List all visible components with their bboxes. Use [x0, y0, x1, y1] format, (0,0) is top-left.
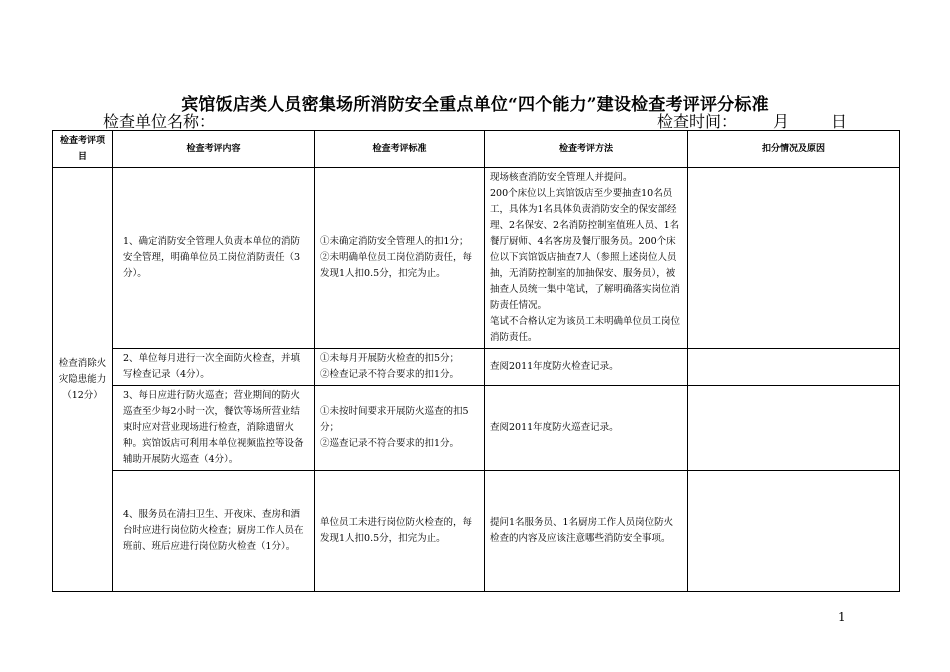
table-row: [53, 386, 900, 471]
content-cell: 2、单位每月进行一次全面防火检查，并填写检查记录（4分）。: [113, 349, 315, 386]
method-cell: 查阅2011年度防火检查记录。: [485, 349, 688, 386]
inspection-time: [657, 109, 847, 132]
document-title: 宾馆饭店类人员密集场所消防安全重点单位“四个能力”建设检查考评评分标准: [181, 95, 769, 115]
standard-cell: ①未每月开展防火检查的扣5分； ②检查记录不符合要求的扣1分。: [315, 349, 485, 386]
content-cell: 4、服务员在清扫卫生、开夜床、查房和酒台时应进行岗位防火检查；厨房工作人员在班前、班后应进行岗位防火检查（1分）。: [113, 471, 315, 592]
standard-cell: ①未按时间要求开展防火巡查的扣5分； ②巡查记录不符合要求的扣1分。: [315, 386, 485, 471]
inspection-time-label: 检查时间：: [657, 112, 738, 131]
method-cell: 查阅2011年度防火巡查记录。: [485, 386, 688, 471]
content-cell: 3、每日应进行防火巡查；营业期间的防火巡查至少每2小时一次，餐饮等场所营业结束时应对营业现场进行检查，消除遗留火种。宾馆饭店可利用本单位视频监控等设备辅助开展防火巡查（4分）。: [113, 386, 315, 471]
header-method: 检查考评方法: [485, 131, 688, 168]
header-item: 检查考评项目: [53, 131, 113, 168]
method-cell: 现场核查消防安全管理人并提问。 200个床位以上宾馆饭店至少要抽查10名员工，具体为1名具体负责消防安全的保安部经理、2名保安、2名消防控制室值班人员、1名餐厅厨师、4名客房及餐厅服务员。200个床位以下宾馆饭店抽查7人（参照上述岗位人员抽，无消防控制室的加抽保安、服务员），被抽查人员统一集中笔试，了解明确落实岗位消防责任情况。 笔试不合格认定为该员工未明确单位员工岗位消防责任。: [485, 168, 688, 349]
standard-cell: 单位员工未进行岗位防火检查的，每发现1人扣0.5分，扣完为止。: [315, 471, 485, 592]
header-standard: 检查考评标准: [315, 131, 485, 168]
category-cell: 检查消除火灾隐患能力（12分）: [53, 168, 113, 592]
page-number: 1: [838, 610, 846, 624]
deduction-cell: [688, 471, 900, 592]
deduction-cell: [688, 349, 900, 386]
table-row: [53, 349, 900, 386]
day-label: 日: [831, 112, 848, 131]
month-label: 月: [773, 112, 790, 131]
header-deduction: 扣分情况及原因: [688, 131, 900, 168]
standard-cell: ①未确定消防安全管理人的扣1分； ②未明确单位员工岗位消防责任，每发现1人扣0.5分，扣完为止。: [315, 168, 485, 349]
content-cell: 1、确定消防安全管理人负责本单位的消防安全管理，明确单位员工岗位消防责任（3分）。: [113, 168, 315, 349]
scoring-table: [52, 130, 900, 592]
method-cell: 提问1名服务员、1名厨房工作人员岗位防火检查的内容及应该注意哪些消防安全事项。: [485, 471, 688, 592]
table-row: [53, 168, 900, 349]
deduction-cell: [688, 386, 900, 471]
deduction-cell: [688, 168, 900, 349]
unit-name-label: 检查单位名称：: [103, 112, 216, 131]
header-content: 检查考评内容: [113, 131, 315, 168]
table-row: [53, 471, 900, 592]
